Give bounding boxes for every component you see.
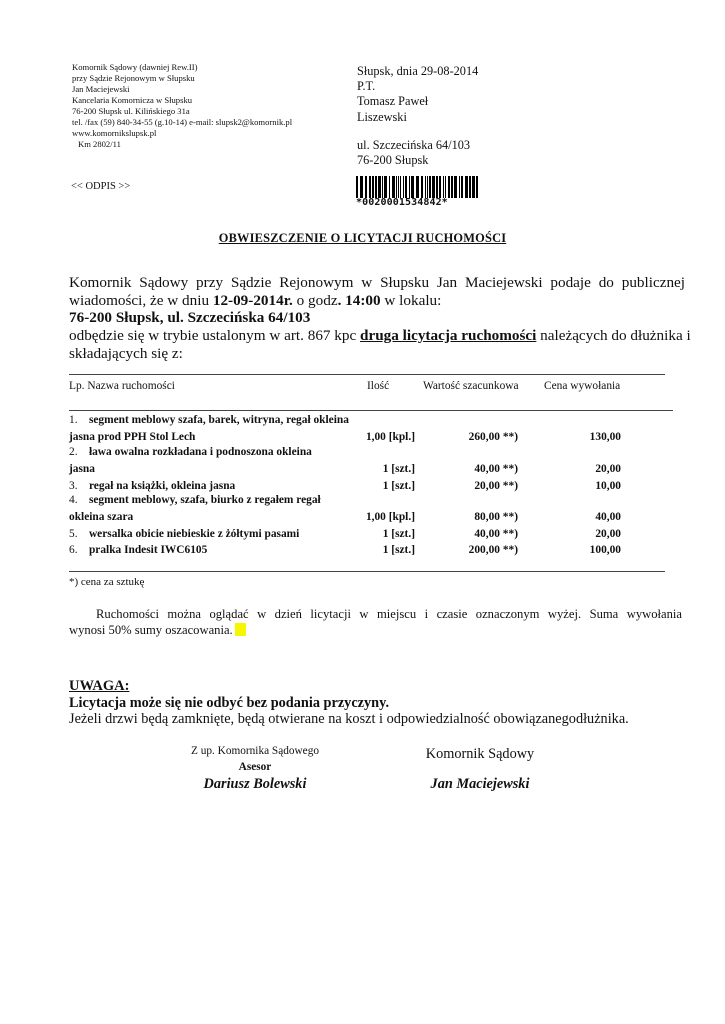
table-row xyxy=(69,414,349,426)
row-number: 6. xyxy=(69,544,78,556)
barcode-bar xyxy=(356,176,358,198)
item-value: 260,00 **) xyxy=(468,431,518,443)
barcode-bar xyxy=(398,176,399,198)
barcode-bar xyxy=(454,176,457,198)
signature-left-role: Z up. Komornika Sądowego xyxy=(190,745,319,757)
item-qty: 1 [szt.] xyxy=(382,463,415,475)
footnote: *) cena za sztukę xyxy=(69,576,145,588)
recipient-name-1: Tomasz Paweł xyxy=(357,94,429,109)
sender-line: 76-200 Słupsk ul. Kilińskiego 31a xyxy=(72,106,190,116)
auction-date: 12-09-2014r. xyxy=(212,291,293,309)
table-row xyxy=(69,528,299,540)
item-qty: 1,00 [kpl.] xyxy=(365,431,415,443)
item-qty: 1 [szt.] xyxy=(382,528,415,540)
salutation: P.T. xyxy=(357,79,376,94)
signature-left-name: Dariusz Bolewski xyxy=(203,776,307,792)
barcode-bar xyxy=(360,176,363,198)
item-name-cont: jasna prod PPH Stol Lech xyxy=(69,431,196,443)
uwaga-heading: UWAGA: xyxy=(69,678,130,694)
row-number: 4. xyxy=(69,494,78,506)
item-value: 80,00 **) xyxy=(474,511,518,523)
barcode-bar xyxy=(409,176,410,198)
intro-text: należących do dłużnika i xyxy=(536,327,691,345)
sender-line: www.komornikslupsk.pl xyxy=(72,128,157,138)
row-number: 1. xyxy=(69,414,78,426)
signature-right-role: Komornik Sądowy xyxy=(425,746,535,762)
barcode-bar xyxy=(459,176,460,198)
sender-block xyxy=(72,62,292,150)
sender-line: przy Sądzie Rejonowym w Słupsku xyxy=(72,73,195,83)
barcode-bar xyxy=(432,176,435,198)
item-name: ława owalna rozkładana i podnoszona okleina xyxy=(88,446,312,458)
barcode-bars xyxy=(356,176,482,198)
barcode-bar xyxy=(445,176,446,198)
intro-line-4 xyxy=(69,327,691,345)
item-value: 20,00 **) xyxy=(474,480,518,492)
table-rule-top xyxy=(69,374,665,375)
barcode-bar xyxy=(375,176,377,198)
barcode-bar xyxy=(392,176,395,198)
table-row xyxy=(69,480,235,492)
recipient-name-2: Liszewski xyxy=(357,109,407,124)
signature-right-name: Jan Maciejewski xyxy=(430,776,530,792)
row-number: 2. xyxy=(69,446,78,458)
intro-line-2 xyxy=(69,292,685,310)
item-price: 20,00 xyxy=(595,528,621,540)
intro-text: wiadomości, że w dniu xyxy=(69,291,213,309)
auction-location: 76-200 Słupsk, ul. Szczecińska 64/103 xyxy=(69,309,311,327)
paragraph-line-2 xyxy=(69,622,682,638)
barcode-bar xyxy=(469,176,471,198)
barcode-bar xyxy=(400,176,401,198)
item-price: 100,00 xyxy=(589,544,621,556)
case-number: Km 2802/11 xyxy=(78,139,121,149)
barcode-bar xyxy=(369,176,371,198)
barcode-bar xyxy=(384,176,387,198)
intro-text: w lokalu: xyxy=(380,291,442,309)
sender-line: Kancelaria Komornicza w Słupsku xyxy=(72,95,193,105)
intro-line-5: składających się z: xyxy=(69,344,183,362)
barcode-bar xyxy=(372,176,374,198)
barcode-bar xyxy=(378,176,381,198)
barcode-bar xyxy=(443,176,444,198)
barcode-bar xyxy=(427,176,428,198)
odpis-label: << ODPIS >> xyxy=(71,181,131,192)
header-value: Wartość szacunkowa xyxy=(423,380,519,392)
item-qty: 1 [szt.] xyxy=(382,544,415,556)
barcode-bar xyxy=(389,176,390,198)
paragraph-text: wynosi 50% sumy oszacowania. xyxy=(69,623,233,637)
auction-type: druga licytacja ruchomości xyxy=(360,327,537,345)
item-price: 40,00 xyxy=(595,511,621,523)
intro-paragraph xyxy=(69,274,691,363)
barcode-bar xyxy=(396,176,397,198)
table-rule-bottom xyxy=(69,571,665,572)
uwaga-line-2: Jeżeli drzwi będą zamknięte, będą otwierane na koszt i odpowiedzialność obowiązanegodłużnika. xyxy=(69,711,629,727)
barcode-bar xyxy=(365,176,367,198)
signature-left-title: Asesor xyxy=(238,761,272,773)
barcode-bar xyxy=(439,176,441,198)
barcode xyxy=(356,176,482,208)
barcode-bar xyxy=(382,176,383,198)
item-name: wersalka obicie niebieskie z żółtymi pasami xyxy=(88,528,300,540)
recipient-city: 76-200 Słupsk xyxy=(357,153,429,168)
barcode-bar xyxy=(436,176,438,198)
barcode-bar xyxy=(465,176,468,198)
item-price: 130,00 xyxy=(589,431,621,443)
barcode-bar xyxy=(425,176,426,198)
item-price: 10,00 xyxy=(595,480,621,492)
item-price: 20,00 xyxy=(595,463,621,475)
sender-line: Jan Maciejewski xyxy=(72,84,130,94)
table-row xyxy=(69,446,312,458)
document-title: OBWIESZCZENIE O LICYTACJI RUCHOMOŚCI xyxy=(218,231,507,245)
item-name: segment meblowy, szafa, biurko z regałem regał xyxy=(88,494,321,506)
header-price: Cena wywołania xyxy=(544,380,621,392)
sender-line: Komornik Sądowy (dawniej Rew.II) xyxy=(72,62,198,72)
header-lp-name: Lp. Nazwa ruchomości xyxy=(69,380,175,392)
auction-time: . 14:00 xyxy=(337,291,381,309)
row-number: 3. xyxy=(69,480,78,492)
barcode-bar xyxy=(451,176,453,198)
barcode-bar xyxy=(476,176,478,198)
row-number: 5. xyxy=(69,528,78,540)
sender-line: tel. /fax (59) 840-34-55 (g.10-14) e-mail: slupsk2@komornik.pl xyxy=(72,117,293,127)
table-row xyxy=(69,494,321,506)
barcode-bar xyxy=(421,176,423,198)
barcode-bar xyxy=(416,176,419,198)
item-qty: 1,00 [kpl.] xyxy=(365,511,415,523)
item-qty: 1 [szt.] xyxy=(382,480,415,492)
item-name: segment meblowy szafa, barek, witryna, regał okleina xyxy=(88,414,349,426)
intro-line-1: Komornik Sądowy przy Sądzie Rejonowym w Słupsku Jan Maciejewski podaje do publicznej xyxy=(69,274,685,291)
uwaga-line-1: Licytacja może się nie odbyć bez podania przyczyny. xyxy=(69,695,390,711)
barcode-bar xyxy=(429,176,431,198)
paragraph-line-1: Ruchomości można oglądać w dzień licytacji w miejscu i czasie oznaczonym wyżej. Suma wywołania xyxy=(96,607,682,621)
recipient-street: ul. Szczecińska 64/103 xyxy=(357,137,471,152)
item-value: 200,00 **) xyxy=(468,544,518,556)
barcode-bar xyxy=(403,176,404,198)
item-name-cont: okleina szara xyxy=(69,511,134,523)
highlight-mark xyxy=(235,623,246,636)
barcode-bar xyxy=(461,176,463,198)
barcode-bar xyxy=(405,176,407,198)
item-name-cont: jasna xyxy=(69,463,95,475)
intro-text: odbędzie się w trybie ustalonym w art. 867 kpc xyxy=(69,327,361,345)
table-rule-header xyxy=(69,410,673,411)
table-row xyxy=(69,544,207,556)
item-value: 40,00 **) xyxy=(474,463,518,475)
item-name: pralka Indesit IWC6105 xyxy=(88,544,208,556)
viewing-paragraph xyxy=(69,606,682,638)
intro-text: o godz xyxy=(292,291,338,309)
barcode-bar xyxy=(448,176,450,198)
header-qty: Ilość xyxy=(367,380,390,392)
recipient-block xyxy=(357,64,478,168)
barcode-bar xyxy=(411,176,414,198)
barcode-text: *0020001534842* xyxy=(356,197,448,208)
item-value: 40,00 **) xyxy=(474,528,518,540)
place-date: Słupsk, dnia 29-08-2014 xyxy=(357,64,479,78)
barcode-bar xyxy=(472,176,475,198)
item-name: regał na książki, okleina jasna xyxy=(88,480,236,492)
